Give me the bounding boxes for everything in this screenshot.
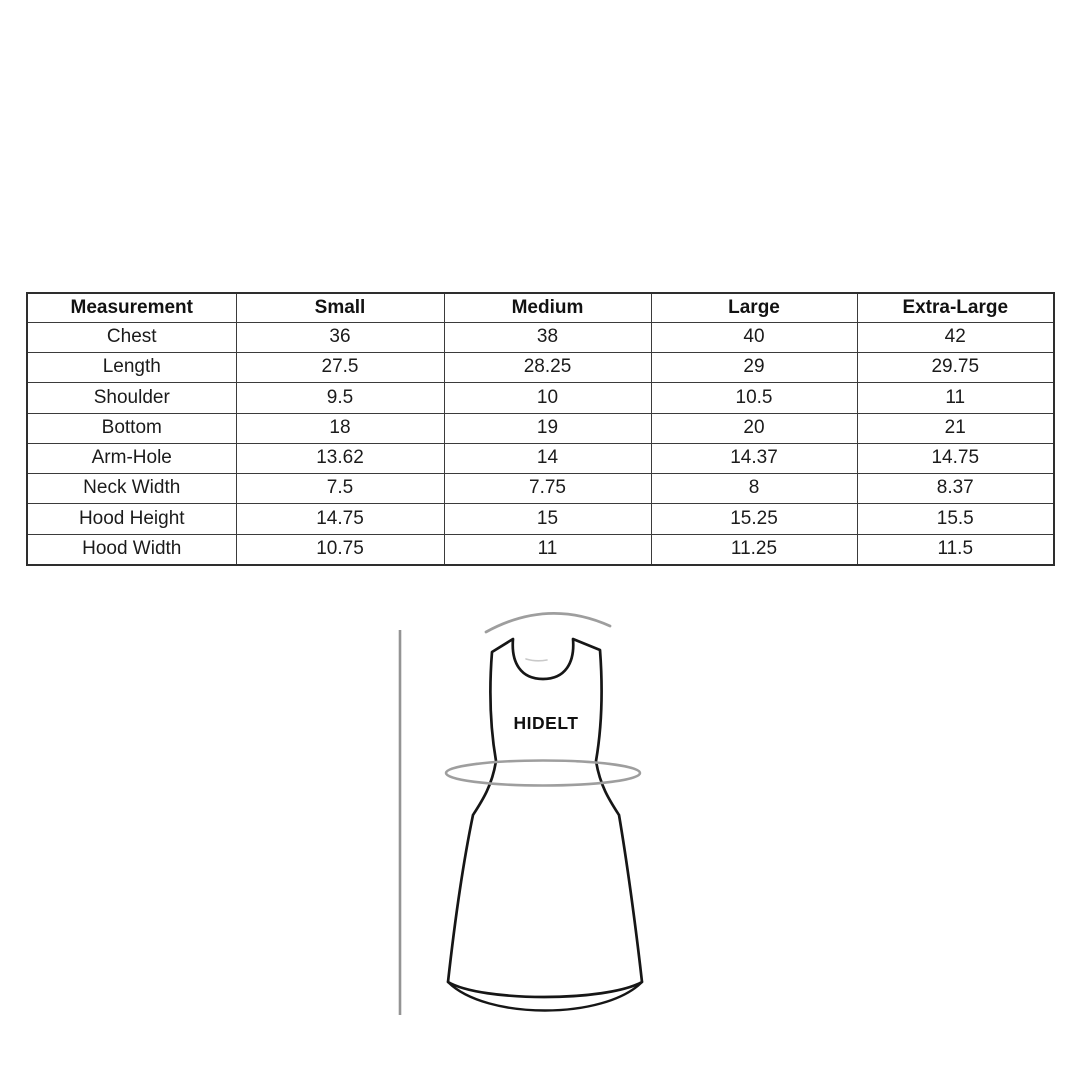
measurement-label: Arm-Hole bbox=[27, 443, 236, 473]
measurement-value: 14.75 bbox=[236, 504, 444, 534]
column-header: Small bbox=[236, 293, 444, 323]
column-header: Large bbox=[651, 293, 857, 323]
column-header: Extra-Large bbox=[857, 293, 1054, 323]
measurement-value: 21 bbox=[857, 413, 1054, 443]
measurement-value: 19 bbox=[444, 413, 651, 443]
measurement-value: 15 bbox=[444, 504, 651, 534]
measurement-value: 15.5 bbox=[857, 504, 1054, 534]
measurement-value: 20 bbox=[651, 413, 857, 443]
measurement-value: 27.5 bbox=[236, 353, 444, 383]
measurement-value: 10.5 bbox=[651, 383, 857, 413]
neck-inner-seam-line bbox=[526, 659, 547, 661]
measurement-label: Bottom bbox=[27, 413, 236, 443]
measurement-value: 15.25 bbox=[651, 504, 857, 534]
measurement-value: 14.37 bbox=[651, 443, 857, 473]
garment-outline bbox=[448, 639, 642, 997]
measurement-label: Neck Width bbox=[27, 474, 236, 504]
measurement-value: 42 bbox=[857, 323, 1054, 353]
measurement-label: Shoulder bbox=[27, 383, 236, 413]
column-header: Measurement bbox=[27, 293, 236, 323]
garment-diagram-svg bbox=[380, 600, 670, 1030]
measurement-value: 13.62 bbox=[236, 443, 444, 473]
measurement-value: 36 bbox=[236, 323, 444, 353]
brand-label: HIDELT bbox=[513, 713, 579, 733]
measurement-label: Hood Height bbox=[27, 504, 236, 534]
table-row bbox=[27, 443, 1054, 473]
measurement-value: 28.25 bbox=[444, 353, 651, 383]
measurement-value: 7.5 bbox=[236, 474, 444, 504]
measurement-value: 38 bbox=[444, 323, 651, 353]
table-row bbox=[27, 534, 1054, 565]
measurement-value: 29.75 bbox=[857, 353, 1054, 383]
measurement-value: 10.75 bbox=[236, 534, 444, 565]
measurement-value: 18 bbox=[236, 413, 444, 443]
measurement-value: 8 bbox=[651, 474, 857, 504]
measurement-label: Hood Width bbox=[27, 534, 236, 565]
table-header-row bbox=[27, 293, 1054, 323]
measurement-value: 11 bbox=[857, 383, 1054, 413]
table-row bbox=[27, 323, 1054, 353]
measurement-value: 11.5 bbox=[857, 534, 1054, 565]
measurement-value: 11.25 bbox=[651, 534, 857, 565]
column-header: Medium bbox=[444, 293, 651, 323]
measurement-label: Chest bbox=[27, 323, 236, 353]
neck-guide-arc bbox=[486, 613, 610, 632]
measurement-value: 14.75 bbox=[857, 443, 1054, 473]
measurement-value: 10 bbox=[444, 383, 651, 413]
table-row bbox=[27, 474, 1054, 504]
measurement-value: 9.5 bbox=[236, 383, 444, 413]
measurement-value: 8.37 bbox=[857, 474, 1054, 504]
table-row bbox=[27, 353, 1054, 383]
table-row bbox=[27, 383, 1054, 413]
measurement-label: Length bbox=[27, 353, 236, 383]
table-row bbox=[27, 413, 1054, 443]
size-chart-table bbox=[26, 292, 1055, 566]
measurement-value: 40 bbox=[651, 323, 857, 353]
measurement-value: 29 bbox=[651, 353, 857, 383]
size-chart-body bbox=[27, 323, 1054, 566]
measurement-value: 11 bbox=[444, 534, 651, 565]
measurement-value: 14 bbox=[444, 443, 651, 473]
table-row bbox=[27, 504, 1054, 534]
garment-diagram bbox=[380, 600, 670, 1030]
measurement-value: 7.75 bbox=[444, 474, 651, 504]
